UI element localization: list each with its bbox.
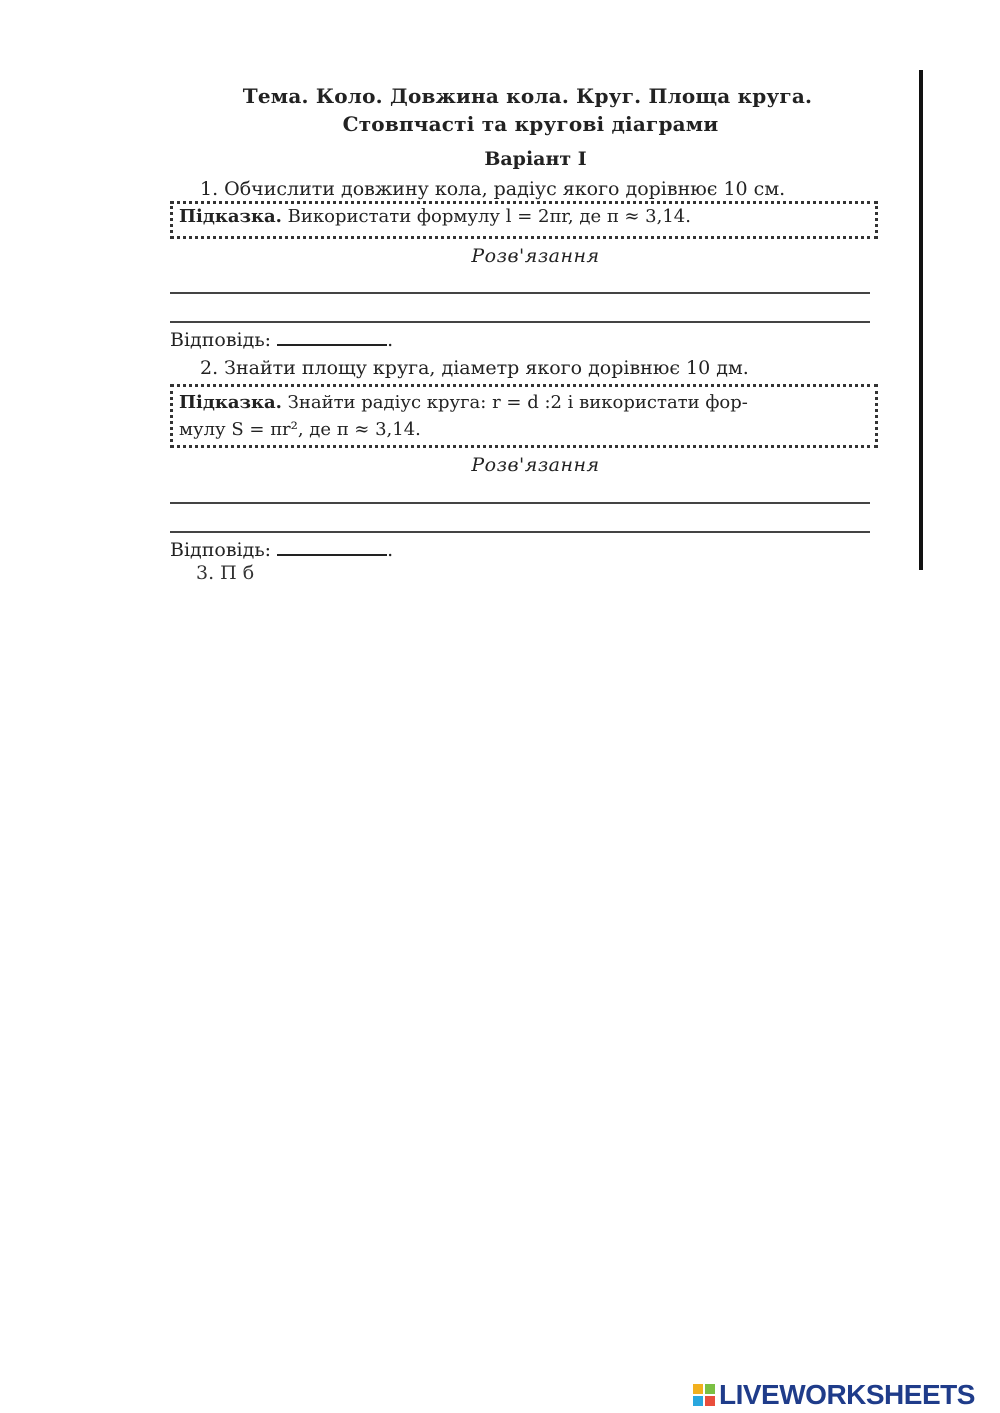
- scanned-worksheet: [148, 70, 923, 584]
- liveworksheets-logo-icon: [693, 1384, 715, 1406]
- answer-1-blank[interactable]: [277, 328, 387, 346]
- hint-2-text-line2: мулу S = πr², де π ≈ 3,14.: [179, 419, 421, 440]
- solution-1-heading: Розв'язання: [471, 245, 600, 267]
- hint-box-1: [170, 201, 878, 239]
- hint-2-text-line1: Знайти радіус круга: r = d :2 і використати фор-: [287, 392, 748, 413]
- solution-2-heading: Розв'язання: [471, 454, 600, 476]
- answer-1-label: Відповідь:: [170, 329, 272, 351]
- answer-2-blank[interactable]: [277, 538, 387, 556]
- liveworksheets-logo-text: LIVEWORKSHEETS: [719, 1379, 975, 1410]
- hint-1-label: Підказка.: [179, 206, 282, 227]
- solution-1-line-2[interactable]: [170, 321, 870, 323]
- solution-1-line-1[interactable]: [170, 292, 870, 294]
- task-2: 2. Знайти площу круга, діаметр якого дорівнює 10 дм.: [200, 357, 749, 379]
- hint-box-2: [170, 384, 878, 448]
- answer-2-label: Відповідь:: [170, 539, 272, 561]
- task-3-cut-text: 3. П б: [196, 562, 255, 584]
- hint-2-label: Підказка.: [179, 392, 282, 413]
- hint-1-text: Використати формулу l = 2πr, де π ≈ 3,14.: [287, 206, 691, 227]
- variant-heading: Варіант I: [484, 148, 587, 170]
- worksheet-title-line1: Тема. Коло. Довжина кола. Круг. Площа круга.: [242, 84, 813, 108]
- liveworksheets-logo[interactable]: [693, 1380, 975, 1410]
- solution-2-line-1[interactable]: [170, 502, 870, 504]
- answer-1: Відповідь: .: [170, 329, 394, 351]
- solution-2-line-2[interactable]: [170, 531, 870, 533]
- task-1: 1. Обчислити довжину кола, радіус якого дорівнює 10 см.: [200, 178, 786, 200]
- worksheet-title-line2: Стовпчасті та кругові діаграми: [342, 112, 719, 136]
- scan-border-right: [919, 70, 923, 570]
- answer-2: Відповідь: .: [170, 539, 394, 561]
